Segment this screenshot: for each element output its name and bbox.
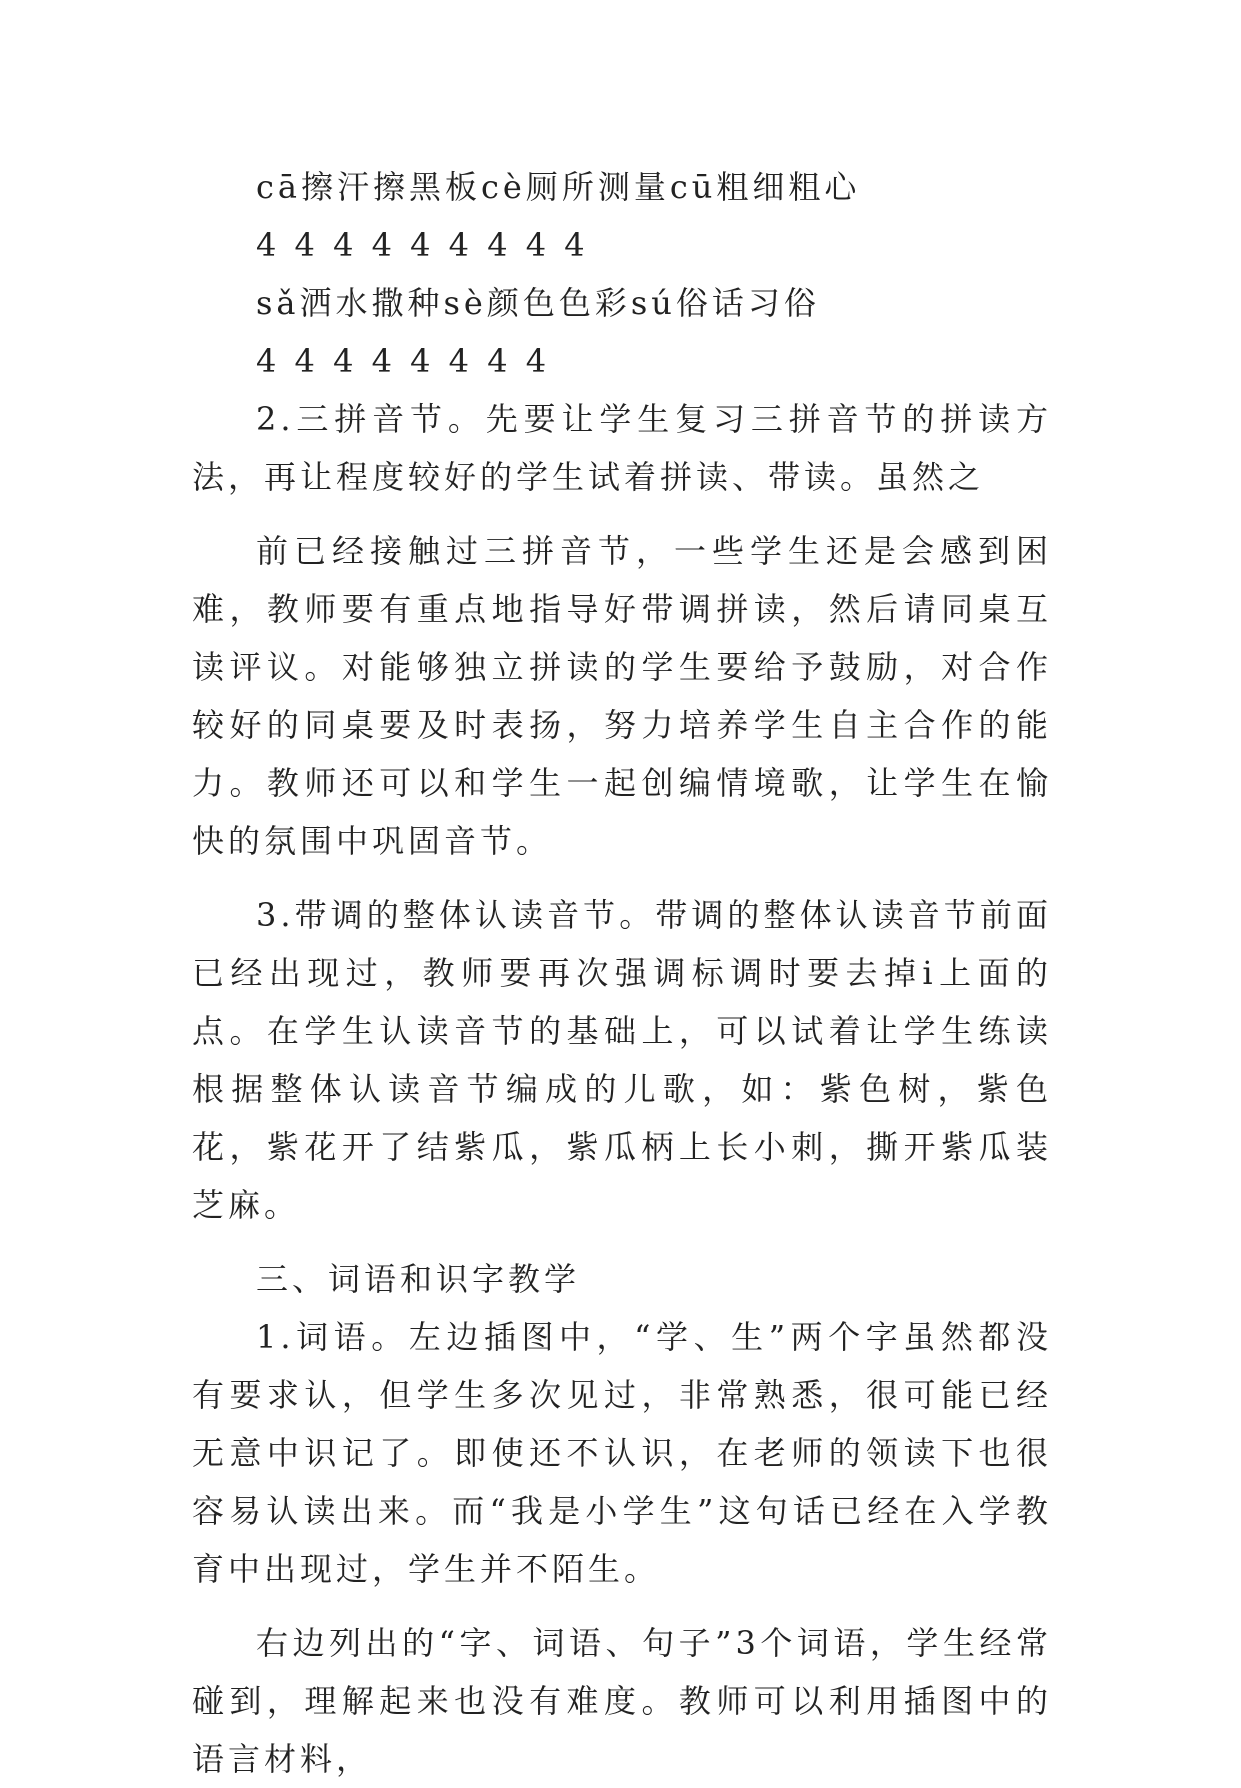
paragraph-three-syllables: 2.三拼音节。先要让学生复习三拼音节的拼读方法，再让程度较好的学生试着拼读、带读。虽然之: [192, 400, 1052, 496]
tone-marks-line-2: 4 4 4 4 4 4 4 4: [256, 342, 551, 380]
paragraph-right-side-words: 右边列出的“字、词语、句子”3个词语，学生经常碰到，理解起来也没有难度。教师可以利用插图中的语言材料，: [192, 1624, 1052, 1778]
tone-marks-line-1: 4 4 4 4 4 4 4 4 4: [256, 226, 589, 264]
section-heading-words: 三、词语和识字教学: [256, 1260, 581, 1298]
document-body: [192, 158, 1052, 1788]
paragraph-words: 1.词语。左边插图中，“学、生”两个字虽然都没有要求认，但学生多次见过，非常熟悉，很可能已经无意中识记了。即使还不认识，在老师的领读下也很容易认读出来。而“我是小学生”这句话已经在入学教育中出现过，学生并不陌生。: [192, 1318, 1052, 1588]
pinyin-line-c: cā擦汗擦黑板cè厕所测量cū粗细粗心: [256, 168, 861, 206]
paragraph-whole-syllables: 3.带调的整体认读音节。带调的整体认读音节前面已经出现过，教师要再次强调标调时要去掉i上面的点。在学生认读音节的基础上，可以试着让学生练读根据整体认读音节编成的儿歌，如：紫色树，紫色花，紫花开了结紫瓜，紫瓜柄上长小刺，撕开紫瓜装芝麻。: [192, 896, 1052, 1224]
pinyin-line-s: sǎ洒水撒种sè颜色色彩sú俗话习俗: [256, 284, 820, 322]
paragraph-three-syllables-continued: 前已经接触过三拼音节，一些学生还是会感到困难，教师要有重点地指导好带调拼读，然后请同桌互读评议。对能够独立拼读的学生要给予鼓励，对合作较好的同桌要及时表扬，努力培养学生自主合作的能力。教师还可以和学生一起创编情境歌，让学生在愉快的氛围中巩固音节。: [192, 532, 1052, 860]
